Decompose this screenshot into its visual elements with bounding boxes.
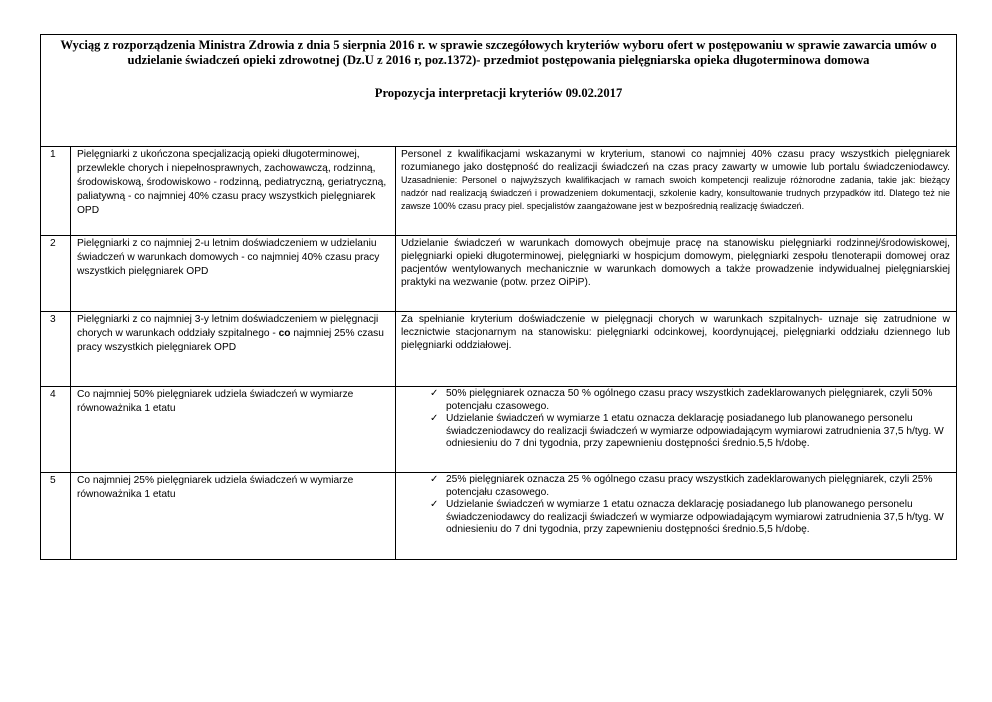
row-number: 4 bbox=[41, 387, 71, 473]
interpretation-text: Personel z kwalifikacjami wskazanymi w kryterium, stanowi co najmniej 40% czasu pracy wszystkich pielęgniarek rozumianego jako dostępność do realizacji świadczeń na czas pracy zawarty w umowie lub portalu świadczeniodawcy. bbox=[401, 149, 950, 173]
document-subtitle: Propozycja interpretacji kryteriów 09.02.2017 bbox=[374, 86, 623, 100]
check-item bbox=[430, 499, 956, 537]
check-mark-icon: ✓ bbox=[430, 474, 439, 485]
row-number: 5 bbox=[41, 473, 71, 560]
check-item bbox=[430, 413, 956, 451]
criterion-cell: Pielęgniarki z co najmniej 2-u letnim doświadczeniem w udzielaniu świadczeń w warunkach domowych - co najmniej 40% czasu pracy wszystkich pielęgniarek OPD bbox=[71, 236, 396, 312]
interpretation-cell bbox=[396, 473, 957, 560]
table-row bbox=[41, 473, 957, 560]
check-item-text: 50% pielęgniarek oznacza 50 % ogólnego czasu pracy wszystkich zadeklarowanych pielęgniarek, czyli 50% potencjału czasowego. bbox=[446, 388, 933, 412]
check-list bbox=[396, 474, 956, 537]
check-item-text: Udzielanie świadczeń w wymiarze 1 etatu oznacza deklarację posiadanego lub planowanego personelu świadczeniodawcy do realizacji świadczeń w wymiarze odpowiadającym wymiarowi zatrudnienia 37,5 h/tyg. W odniesieniu do 7 dni tygodnia, przy zapewnieniu dostępności średnio.5,5 h/dobę. bbox=[446, 413, 944, 449]
row-number: 2 bbox=[41, 236, 71, 312]
check-mark-icon: ✓ bbox=[430, 413, 439, 424]
criterion-cell: Co najmniej 50% pielęgniarek udziela świadczeń w wymiarze równoważnika 1 etatu bbox=[71, 387, 396, 473]
criterion-bold-text: co bbox=[278, 328, 291, 339]
interpretation-cell bbox=[396, 387, 957, 473]
criterion-cell: Pielęgniarki z ukończona specjalizacją opieki długoterminowej, przewlekle chorych i niepełnosprawnych, zachowawczą, rodzinną, środowiskową, środowiskowo - rodzinną, pediatryczną, geriatryczną, paliatywną - co najmniej 40% czasu pracy wszystkich pielęgniarek OPD bbox=[71, 147, 396, 236]
interpretation-cell bbox=[396, 147, 957, 236]
check-mark-icon: ✓ bbox=[430, 499, 439, 510]
table-row bbox=[41, 387, 957, 473]
row-number: 1 bbox=[41, 147, 71, 236]
check-mark-icon: ✓ bbox=[430, 388, 439, 399]
check-item-text: Udzielanie świadczeń w wymiarze 1 etatu oznacza deklarację posiadanego lub planowanego personelu świadczeniodawcy do realizacji świadczeń w wymiarze odpowiadającym wymiarowi zatrudnienia 37,5 h/tyg. W odniesieniu do 7 dni tygodnia, przy zapewnieniu dostępności średnio.5,5 h/dobę. bbox=[446, 499, 944, 535]
header-cell bbox=[41, 35, 957, 147]
interpretation-cell: Udzielanie świadczeń w warunkach domowych obejmuje pracę na stanowisku pielęgniarki rodzinnej/środowiskowej, pielęgniarki opieki długoterminowej, pielęgniarki w hospicjum domowym, pielęgniarki zespołu tlenoterapii domowej oraz pacjentów wentylowanych mechanicznie w warunkach domowych a także prowadzenie indywidualnej pielęgniarskiej praktyki na wezwanie (potw. przez OiPiP). bbox=[396, 236, 957, 312]
check-item bbox=[430, 388, 956, 413]
table-row bbox=[41, 236, 957, 312]
criterion-text-cont: najmniej 25% czasu pracy wszystkich pielęgniarek OPD bbox=[77, 328, 384, 353]
header-row bbox=[41, 35, 957, 147]
criteria-table bbox=[40, 34, 957, 560]
criterion-text: Pielęgniarki z co najmniej 3-y letnim doświadczeniem w pielęgnacji chorych w warunkach oddziały szpitalnego - bbox=[77, 314, 379, 339]
check-list bbox=[396, 388, 956, 451]
table-row bbox=[41, 312, 957, 387]
interpretation-note: Uzasadnienie: Personel o najwyższych kwalifikacjach w ramach swoich kompetencji realizuje różnorodne zadania, takie jak: bieżący nadzór nad realizacją świadczeń i prowadzeniem dokumentacji, szkolenie kadry, konsultowanie trudnych przypadków itd. Dlatego też nie zawsze 100% czasu pracy piel. specjalistów zaangażowane jest w bezpośrednią realizację świadczeń. bbox=[401, 175, 950, 211]
interpretation-cell: Za spełnianie kryterium doświadczenie w pielęgnacji chorych w warunkach szpitalnych- uznaje się zatrudnione w lecznictwie stacjonarnym na stanowisku: pielęgniarki odcinkowej, koordynującej, pielęgniarki oddziału dziennego lub pielęgniarki oddziałowej. bbox=[396, 312, 957, 387]
document-title: Wyciąg z rozporządzenia Ministra Zdrowia z dnia 5 sierpnia 2016 r. w sprawie szczegółowych kryteriów wyboru ofert w postępowaniu w sprawie zawarcia umów o udzielanie świadczeń opieki zdrowotnej (Dz.U z 2016 r, poz.1372)- przedmiot postępowania pielęgniarska opieka długoterminowa domowa bbox=[60, 38, 937, 67]
row-number: 3 bbox=[41, 312, 71, 387]
table-row bbox=[41, 147, 957, 236]
check-item-text: 25% pielęgniarek oznacza 25 % ogólnego czasu pracy wszystkich zadeklarowanych pielęgniarek, czyli 25% potencjału czasowego. bbox=[446, 474, 933, 498]
criterion-cell bbox=[71, 312, 396, 387]
check-item bbox=[430, 474, 956, 499]
criterion-cell: Co najmniej 25% pielęgniarek udziela świadczeń w wymiarze równoważnika 1 etatu bbox=[71, 473, 396, 560]
